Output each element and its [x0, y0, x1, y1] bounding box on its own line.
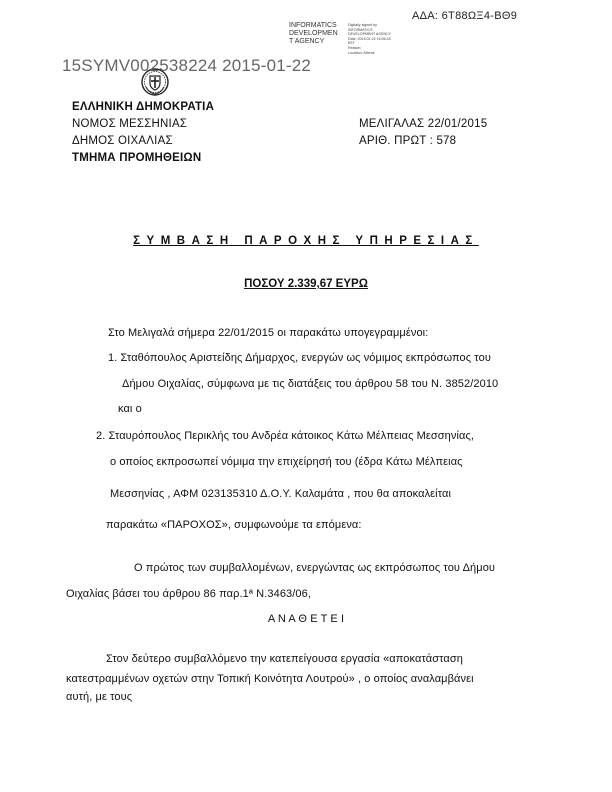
- party1-line: Δήμου Οιχαλίας, σύμφωνα με τις διατάξεις του άρθρου 58 του Ν. 3852/2010: [122, 378, 499, 390]
- signature-detail-line: Digitally signed by: [348, 23, 377, 27]
- signature-detail-line: Reason:: [348, 45, 362, 50]
- document-title: ΣΥΜΒΑΣΗ ΠΑΡΟΧΗΣ ΥΠΗΡΕΣΙΑΣ: [133, 235, 479, 247]
- digital-signer-org: [289, 22, 338, 46]
- clause2-line: αυτή, με τους: [66, 691, 133, 703]
- signature-detail-line: Location: Athens: [348, 50, 375, 55]
- signer-org-line: DEVELOPMEN: [289, 30, 338, 37]
- digital-signature-details: [348, 23, 391, 55]
- clause2-line: κατεστραμμένων οχετών στην Τοπική Κοινότητα Λουτρού» , ο οποίος αναλαμβάνει: [66, 673, 474, 685]
- clause1-line: Οιχαλίας βάσει του άρθρου 86 παρ.1ª Ν.3463/06,: [66, 588, 311, 600]
- signature-detail-line: INFORMATICS: [348, 27, 373, 32]
- signature-detail-line: EET: [348, 41, 355, 46]
- party2-line: παρακάτω «ΠΑΡΟΧΟΣ», συμφωνούμε τα επόμενα:: [106, 519, 362, 531]
- signature-detail-line: Date: 2015.01.22 15:06:18: [348, 36, 391, 41]
- issuer-country: ΕΛΛΗΝΙΚΗ ΔΗΜΟΚΡΑΤΙΑ: [72, 101, 215, 113]
- clause1-line: Ο πρώτος των συμβαλλομένων, ενεργώντας ως εκπρόσωπος του Δήμου: [134, 562, 496, 574]
- party2-line: ο οποίος εκπροσωπεί νόμιμα την επιχείρησή του (έδρα Κάτω Μέλπειας: [110, 456, 463, 468]
- assigns-heading: Α Ν Α Θ Ε Τ Ε Ι: [267, 613, 345, 625]
- intro-line: Στο Μελιγαλά σήμερα 22/01/2015 οι παρακάτω υπογεγραμμένοι:: [108, 327, 429, 339]
- party1-line: 1. Σταθόπουλος Αριστείδης Δήμαρχος, ενεργών ως νόμιμος εκπρόσωπος του: [108, 352, 491, 364]
- signer-org-line: T AGENCY: [289, 38, 325, 45]
- issuer-department: ΤΜΗΜΑ ΠΡΟΜΗΘΕΙΩΝ: [72, 152, 202, 164]
- issuer-municipality: ΔΗΜΟΣ ΟΙΧΑΛΙΑΣ: [72, 135, 173, 147]
- signer-org-line: INFORMATICS: [289, 22, 337, 29]
- clause2-line: Στον δεύτερο συμβαλλόμενο την κατεπείγουσα εργασία «αποκατάσταση: [106, 653, 463, 665]
- issuer-prefecture: ΝΟΜΟΣ ΜΕΣΣΗΝΙΑΣ: [72, 118, 188, 130]
- party2-line: Μεσσηνίας , ΑΦΜ 023135310 Δ.Ο.Υ. Καλαμάτα , που θα αποκαλείται: [110, 488, 452, 500]
- party1-line: και ο: [118, 403, 142, 415]
- place-date: ΜΕΛΙΓΑΛΑΣ 22/01/2015: [359, 118, 488, 130]
- protocol-watermark: 15SYMV002538224 2015-01-22: [62, 56, 312, 75]
- protocol-number: ΑΡΙΘ. ΠΡΩΤ : 578: [359, 135, 457, 147]
- contract-amount: ΠΟΣΟΥ 2.339,67 ΕΥΡΩ: [244, 278, 368, 290]
- party2-line: 2. Σταυρόπουλος Περικλής του Ανδρέα κάτοικος Κάτω Μέλπειας Μεσσηνίας,: [96, 430, 475, 442]
- ada-code: ΑΔΑ: 6Τ88ΩΞ4-ΒΘ9: [412, 10, 518, 22]
- signature-detail-line: DEVELOPMENT AGENCY: [348, 32, 392, 37]
